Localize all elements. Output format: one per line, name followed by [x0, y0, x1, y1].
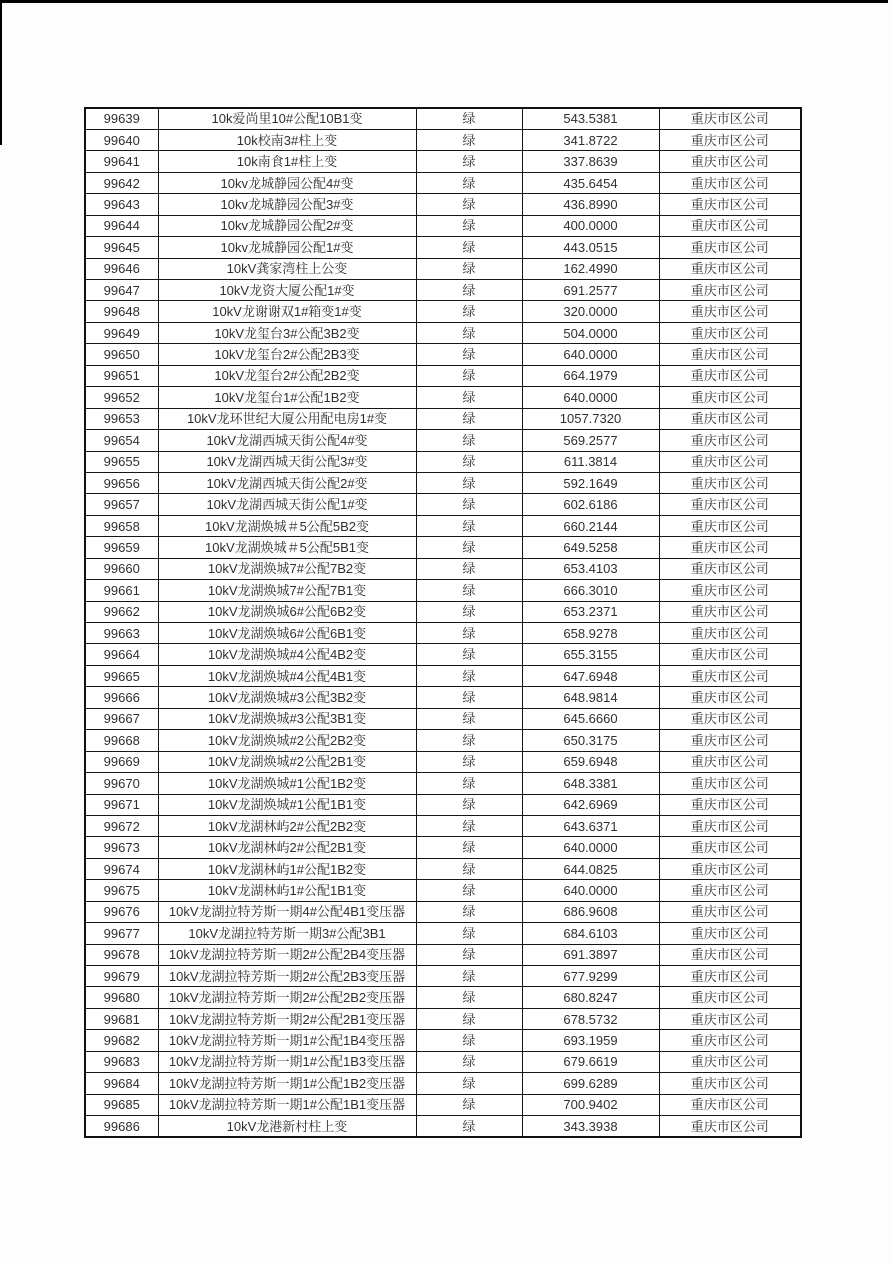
row-id-cell: 99680 [85, 987, 158, 1008]
table-row [85, 537, 801, 558]
table-row [85, 730, 801, 751]
row-value-cell: 640.0000 [522, 387, 659, 408]
row-name-cell: 10kV龙湖拉特芳斯一期2#公配2B2变压器 [158, 987, 416, 1008]
row-name-cell: 10kV龙玺台2#公配2B2变 [158, 365, 416, 386]
row-name-cell: 10kV龙湖焕城#2公配2B2变 [158, 730, 416, 751]
row-name-cell: 10kV龙湖焕城#1公配1B2变 [158, 773, 416, 794]
row-value-cell: 640.0000 [522, 880, 659, 901]
row-status-cell: 绿 [416, 730, 522, 751]
row-company-cell: 重庆市区公司 [659, 301, 801, 322]
row-status-cell: 绿 [416, 365, 522, 386]
row-company-cell: 重庆市区公司 [659, 237, 801, 258]
row-value-cell: 686.9608 [522, 901, 659, 922]
row-value-cell: 443.0515 [522, 237, 659, 258]
row-status-cell: 绿 [416, 901, 522, 922]
row-value-cell: 679.6619 [522, 1051, 659, 1072]
row-name-cell: 10kv龙城静园公配4#变 [158, 172, 416, 193]
row-company-cell: 重庆市区公司 [659, 730, 801, 751]
row-value-cell: 640.0000 [522, 837, 659, 858]
row-name-cell: 10kV龙湖拉特芳斯一期1#公配1B1变压器 [158, 1094, 416, 1115]
row-value-cell: 648.3381 [522, 773, 659, 794]
row-name-cell: 10kV龙湖焕城＃5公配5B2变 [158, 515, 416, 536]
row-name-cell: 10kV龙湖焕城#2公配2B1变 [158, 751, 416, 772]
row-name-cell: 10kV龙玺台3#公配3B2变 [158, 322, 416, 343]
row-company-cell: 重庆市区公司 [659, 665, 801, 686]
row-value-cell: 645.6660 [522, 708, 659, 729]
row-company-cell: 重庆市区公司 [659, 944, 801, 965]
row-id-cell: 99673 [85, 837, 158, 858]
table-row [85, 494, 801, 515]
row-id-cell: 99639 [85, 108, 158, 129]
table-row [85, 1030, 801, 1051]
row-status-cell: 绿 [416, 301, 522, 322]
row-name-cell: 10kV龙湖拉特芳斯一期4#公配4B1变压器 [158, 901, 416, 922]
row-name-cell: 10k南食1#柱上变 [158, 151, 416, 172]
table-row [85, 344, 801, 365]
row-name-cell: 10kV龙湖拉特芳斯一期1#公配1B2变压器 [158, 1073, 416, 1094]
row-status-cell: 绿 [416, 280, 522, 301]
row-name-cell: 10kV龙湖西城天街公配2#变 [158, 472, 416, 493]
row-company-cell: 重庆市区公司 [659, 1030, 801, 1051]
row-company-cell: 重庆市区公司 [659, 773, 801, 794]
row-id-cell: 99645 [85, 237, 158, 258]
row-status-cell: 绿 [416, 601, 522, 622]
table-row [85, 129, 801, 150]
row-id-cell: 99667 [85, 708, 158, 729]
row-value-cell: 655.3155 [522, 644, 659, 665]
row-status-cell: 绿 [416, 344, 522, 365]
row-value-cell: 162.4990 [522, 258, 659, 279]
row-name-cell: 10kV龙玺台2#公配2B3变 [158, 344, 416, 365]
table-row [85, 258, 801, 279]
row-status-cell: 绿 [416, 1051, 522, 1072]
row-status-cell: 绿 [416, 558, 522, 579]
row-company-cell: 重庆市区公司 [659, 687, 801, 708]
table-row [85, 944, 801, 965]
row-id-cell: 99640 [85, 129, 158, 150]
row-name-cell: 10kV龙湖焕城7#公配7B2变 [158, 558, 416, 579]
row-value-cell: 602.6186 [522, 494, 659, 515]
row-value-cell: 1057.7320 [522, 408, 659, 429]
row-company-cell: 重庆市区公司 [659, 794, 801, 815]
row-value-cell: 642.6969 [522, 794, 659, 815]
row-status-cell: 绿 [416, 966, 522, 987]
row-id-cell: 99651 [85, 365, 158, 386]
row-name-cell: 10kV龙谢谢双1#箱变1#变 [158, 301, 416, 322]
row-value-cell: 543.5381 [522, 108, 659, 129]
row-name-cell: 10kV龙湖西城天街公配3#变 [158, 451, 416, 472]
table-body [85, 108, 801, 1137]
row-id-cell: 99685 [85, 1094, 158, 1115]
row-company-cell: 重庆市区公司 [659, 451, 801, 472]
row-id-cell: 99666 [85, 687, 158, 708]
row-company-cell: 重庆市区公司 [659, 966, 801, 987]
table-row [85, 151, 801, 172]
row-company-cell: 重庆市区公司 [659, 472, 801, 493]
row-company-cell: 重庆市区公司 [659, 987, 801, 1008]
row-name-cell: 10kV龙资大厦公配1#变 [158, 280, 416, 301]
row-id-cell: 99663 [85, 623, 158, 644]
table-row [85, 794, 801, 815]
row-company-cell: 重庆市区公司 [659, 601, 801, 622]
table-row [85, 708, 801, 729]
row-status-cell: 绿 [416, 687, 522, 708]
row-status-cell: 绿 [416, 151, 522, 172]
table-row [85, 322, 801, 343]
row-status-cell: 绿 [416, 515, 522, 536]
table-row [85, 237, 801, 258]
row-value-cell: 400.0000 [522, 215, 659, 236]
table-row [85, 687, 801, 708]
row-id-cell: 99661 [85, 580, 158, 601]
row-id-cell: 99660 [85, 558, 158, 579]
row-company-cell: 重庆市区公司 [659, 344, 801, 365]
row-status-cell: 绿 [416, 1073, 522, 1094]
row-id-cell: 99684 [85, 1073, 158, 1094]
row-company-cell: 重庆市区公司 [659, 1116, 801, 1137]
table-row [85, 1008, 801, 1029]
table-row [85, 923, 801, 944]
row-status-cell: 绿 [416, 194, 522, 215]
row-company-cell: 重庆市区公司 [659, 1073, 801, 1094]
row-name-cell: 10kV龙湖焕城6#公配6B2变 [158, 601, 416, 622]
row-id-cell: 99650 [85, 344, 158, 365]
row-status-cell: 绿 [416, 580, 522, 601]
row-id-cell: 99674 [85, 858, 158, 879]
row-value-cell: 640.0000 [522, 344, 659, 365]
row-name-cell: 10kv龙城静园公配1#变 [158, 237, 416, 258]
row-id-cell: 99665 [85, 665, 158, 686]
row-value-cell: 659.6948 [522, 751, 659, 772]
row-status-cell: 绿 [416, 794, 522, 815]
row-value-cell: 700.9402 [522, 1094, 659, 1115]
row-status-cell: 绿 [416, 537, 522, 558]
row-status-cell: 绿 [416, 751, 522, 772]
row-company-cell: 重庆市区公司 [659, 644, 801, 665]
row-status-cell: 绿 [416, 472, 522, 493]
table-row [85, 365, 801, 386]
table-row [85, 601, 801, 622]
row-status-cell: 绿 [416, 923, 522, 944]
row-value-cell: 592.1649 [522, 472, 659, 493]
row-status-cell: 绿 [416, 987, 522, 1008]
row-name-cell: 10kV龙湖拉特芳斯一期1#公配1B3变压器 [158, 1051, 416, 1072]
table-row [85, 623, 801, 644]
row-value-cell: 653.4103 [522, 558, 659, 579]
row-status-cell: 绿 [416, 858, 522, 879]
row-company-cell: 重庆市区公司 [659, 515, 801, 536]
row-status-cell: 绿 [416, 1094, 522, 1115]
row-company-cell: 重庆市区公司 [659, 108, 801, 129]
table-row [85, 815, 801, 836]
row-status-cell: 绿 [416, 880, 522, 901]
row-name-cell: 10kV龙湖林屿2#公配2B2变 [158, 815, 416, 836]
row-value-cell: 664.1979 [522, 365, 659, 386]
row-name-cell: 10kV龙湖焕城#1公配1B1变 [158, 794, 416, 815]
row-name-cell: 10kV龙湖林屿1#公配1B1变 [158, 880, 416, 901]
row-status-cell: 绿 [416, 408, 522, 429]
row-id-cell: 99683 [85, 1051, 158, 1072]
row-id-cell: 99682 [85, 1030, 158, 1051]
row-value-cell: 660.2144 [522, 515, 659, 536]
row-name-cell: 10kV龙湖林屿2#公配2B1变 [158, 837, 416, 858]
row-company-cell: 重庆市区公司 [659, 151, 801, 172]
row-name-cell: 10kv龙城静园公配2#变 [158, 215, 416, 236]
row-name-cell: 10kV龙湖林屿1#公配1B2变 [158, 858, 416, 879]
row-company-cell: 重庆市区公司 [659, 815, 801, 836]
row-name-cell: 10kV龙环世纪大厦公用配电房1#变 [158, 408, 416, 429]
table-row [85, 1073, 801, 1094]
row-id-cell: 99652 [85, 387, 158, 408]
row-status-cell: 绿 [416, 665, 522, 686]
row-name-cell: 10kV龙港新村柱上变 [158, 1116, 416, 1137]
row-company-cell: 重庆市区公司 [659, 430, 801, 451]
row-value-cell: 666.3010 [522, 580, 659, 601]
row-id-cell: 99654 [85, 430, 158, 451]
table-row [85, 108, 801, 129]
row-status-cell: 绿 [416, 237, 522, 258]
row-value-cell: 504.0000 [522, 322, 659, 343]
row-value-cell: 436.8990 [522, 194, 659, 215]
table-row [85, 880, 801, 901]
row-name-cell: 10k爱尚里10#公配10B1变 [158, 108, 416, 129]
table-row [85, 773, 801, 794]
row-value-cell: 643.6371 [522, 815, 659, 836]
table-row [85, 987, 801, 1008]
row-status-cell: 绿 [416, 430, 522, 451]
row-status-cell: 绿 [416, 108, 522, 129]
row-name-cell: 10k校南3#柱上变 [158, 129, 416, 150]
table-row [85, 665, 801, 686]
row-status-cell: 绿 [416, 451, 522, 472]
row-status-cell: 绿 [416, 837, 522, 858]
row-id-cell: 99681 [85, 1008, 158, 1029]
row-id-cell: 99656 [85, 472, 158, 493]
table-row [85, 408, 801, 429]
row-id-cell: 99686 [85, 1116, 158, 1137]
table-row [85, 751, 801, 772]
row-value-cell: 337.8639 [522, 151, 659, 172]
row-id-cell: 99643 [85, 194, 158, 215]
row-name-cell: 10kV龙湖焕城6#公配6B1变 [158, 623, 416, 644]
row-name-cell: 10kV龙湖焕城＃5公配5B1变 [158, 537, 416, 558]
row-value-cell: 650.3175 [522, 730, 659, 751]
top-edge-line [0, 0, 888, 3]
row-company-cell: 重庆市区公司 [659, 194, 801, 215]
table-row [85, 1094, 801, 1115]
row-value-cell: 648.9814 [522, 687, 659, 708]
row-id-cell: 99659 [85, 537, 158, 558]
row-company-cell: 重庆市区公司 [659, 322, 801, 343]
row-name-cell: 10kV龙湖拉特芳斯一期2#公配2B3变压器 [158, 966, 416, 987]
table-row [85, 472, 801, 493]
row-company-cell: 重庆市区公司 [659, 1008, 801, 1029]
row-status-cell: 绿 [416, 1116, 522, 1137]
row-company-cell: 重庆市区公司 [659, 580, 801, 601]
row-company-cell: 重庆市区公司 [659, 129, 801, 150]
row-company-cell: 重庆市区公司 [659, 408, 801, 429]
row-name-cell: 10kV龙湖拉特芳斯一期1#公配1B4变压器 [158, 1030, 416, 1051]
row-value-cell: 693.1959 [522, 1030, 659, 1051]
row-company-cell: 重庆市区公司 [659, 387, 801, 408]
row-id-cell: 99662 [85, 601, 158, 622]
row-id-cell: 99646 [85, 258, 158, 279]
row-name-cell: 10kV龙湖焕城#4公配4B1变 [158, 665, 416, 686]
row-id-cell: 99658 [85, 515, 158, 536]
row-name-cell: 10kV龙湖西城天街公配4#变 [158, 430, 416, 451]
row-status-cell: 绿 [416, 773, 522, 794]
table-row [85, 1116, 801, 1137]
row-company-cell: 重庆市区公司 [659, 708, 801, 729]
row-company-cell: 重庆市区公司 [659, 623, 801, 644]
row-status-cell: 绿 [416, 644, 522, 665]
row-id-cell: 99675 [85, 880, 158, 901]
table-row [85, 301, 801, 322]
row-status-cell: 绿 [416, 387, 522, 408]
row-company-cell: 重庆市区公司 [659, 537, 801, 558]
row-id-cell: 99670 [85, 773, 158, 794]
row-company-cell: 重庆市区公司 [659, 215, 801, 236]
table-row [85, 172, 801, 193]
row-status-cell: 绿 [416, 215, 522, 236]
row-value-cell: 658.9278 [522, 623, 659, 644]
table-row [85, 280, 801, 301]
row-id-cell: 99677 [85, 923, 158, 944]
row-status-cell: 绿 [416, 258, 522, 279]
row-company-cell: 重庆市区公司 [659, 280, 801, 301]
row-name-cell: 10kV龙湖拉特芳斯一期2#公配2B1变压器 [158, 1008, 416, 1029]
row-value-cell: 435.6454 [522, 172, 659, 193]
row-id-cell: 99679 [85, 966, 158, 987]
row-id-cell: 99647 [85, 280, 158, 301]
table-row [85, 1051, 801, 1072]
row-value-cell: 653.2371 [522, 601, 659, 622]
row-company-cell: 重庆市区公司 [659, 901, 801, 922]
row-value-cell: 569.2577 [522, 430, 659, 451]
row-id-cell: 99648 [85, 301, 158, 322]
row-id-cell: 99676 [85, 901, 158, 922]
row-company-cell: 重庆市区公司 [659, 258, 801, 279]
row-name-cell: 10kv龙城静园公配3#变 [158, 194, 416, 215]
row-value-cell: 647.6948 [522, 665, 659, 686]
left-edge-line [0, 0, 2, 145]
row-company-cell: 重庆市区公司 [659, 1094, 801, 1115]
row-value-cell: 691.3897 [522, 944, 659, 965]
row-status-cell: 绿 [416, 944, 522, 965]
table-row [85, 837, 801, 858]
row-status-cell: 绿 [416, 494, 522, 515]
row-status-cell: 绿 [416, 1008, 522, 1029]
row-value-cell: 680.8247 [522, 987, 659, 1008]
row-name-cell: 10kV龙湖焕城#4公配4B2变 [158, 644, 416, 665]
table-row [85, 515, 801, 536]
row-value-cell: 644.0825 [522, 858, 659, 879]
row-company-cell: 重庆市区公司 [659, 923, 801, 944]
row-value-cell: 341.8722 [522, 129, 659, 150]
row-status-cell: 绿 [416, 623, 522, 644]
row-id-cell: 99672 [85, 815, 158, 836]
row-id-cell: 99678 [85, 944, 158, 965]
row-status-cell: 绿 [416, 1030, 522, 1051]
row-status-cell: 绿 [416, 815, 522, 836]
row-value-cell: 691.2577 [522, 280, 659, 301]
table-row [85, 966, 801, 987]
table-row [85, 387, 801, 408]
table-row [85, 580, 801, 601]
row-status-cell: 绿 [416, 129, 522, 150]
row-status-cell: 绿 [416, 322, 522, 343]
row-name-cell: 10kV龙湖西城天街公配1#变 [158, 494, 416, 515]
row-id-cell: 99649 [85, 322, 158, 343]
row-id-cell: 99668 [85, 730, 158, 751]
row-value-cell: 611.3814 [522, 451, 659, 472]
row-company-cell: 重庆市区公司 [659, 1051, 801, 1072]
row-value-cell: 699.6289 [522, 1073, 659, 1094]
row-name-cell: 10kV龙湖拉特芳斯一期2#公配2B4变压器 [158, 944, 416, 965]
table-row [85, 194, 801, 215]
row-id-cell: 99671 [85, 794, 158, 815]
row-value-cell: 343.3938 [522, 1116, 659, 1137]
row-id-cell: 99642 [85, 172, 158, 193]
row-id-cell: 99644 [85, 215, 158, 236]
row-value-cell: 649.5258 [522, 537, 659, 558]
row-id-cell: 99657 [85, 494, 158, 515]
row-company-cell: 重庆市区公司 [659, 558, 801, 579]
row-company-cell: 重庆市区公司 [659, 880, 801, 901]
row-company-cell: 重庆市区公司 [659, 751, 801, 772]
table-row [85, 430, 801, 451]
row-company-cell: 重庆市区公司 [659, 172, 801, 193]
table-row [85, 451, 801, 472]
row-name-cell: 10kV龚家湾柱上公变 [158, 258, 416, 279]
row-name-cell: 10kV龙湖焕城7#公配7B1变 [158, 580, 416, 601]
row-company-cell: 重庆市区公司 [659, 858, 801, 879]
table-row [85, 215, 801, 236]
row-name-cell: 10kV龙玺台1#公配1B2变 [158, 387, 416, 408]
row-name-cell: 10kV龙湖焕城#3公配3B1变 [158, 708, 416, 729]
transformer-table [84, 107, 802, 1138]
row-id-cell: 99653 [85, 408, 158, 429]
row-value-cell: 320.0000 [522, 301, 659, 322]
table-row [85, 858, 801, 879]
row-value-cell: 678.5732 [522, 1008, 659, 1029]
row-name-cell: 10kV龙湖拉特芳斯一期3#公配3B1 [158, 923, 416, 944]
row-id-cell: 99655 [85, 451, 158, 472]
row-company-cell: 重庆市区公司 [659, 837, 801, 858]
row-company-cell: 重庆市区公司 [659, 365, 801, 386]
table-row [85, 558, 801, 579]
row-value-cell: 684.6103 [522, 923, 659, 944]
row-company-cell: 重庆市区公司 [659, 494, 801, 515]
row-id-cell: 99669 [85, 751, 158, 772]
row-id-cell: 99641 [85, 151, 158, 172]
table-row [85, 644, 801, 665]
row-name-cell: 10kV龙湖焕城#3公配3B2变 [158, 687, 416, 708]
row-status-cell: 绿 [416, 708, 522, 729]
row-status-cell: 绿 [416, 172, 522, 193]
row-id-cell: 99664 [85, 644, 158, 665]
table-row [85, 901, 801, 922]
row-value-cell: 677.9299 [522, 966, 659, 987]
